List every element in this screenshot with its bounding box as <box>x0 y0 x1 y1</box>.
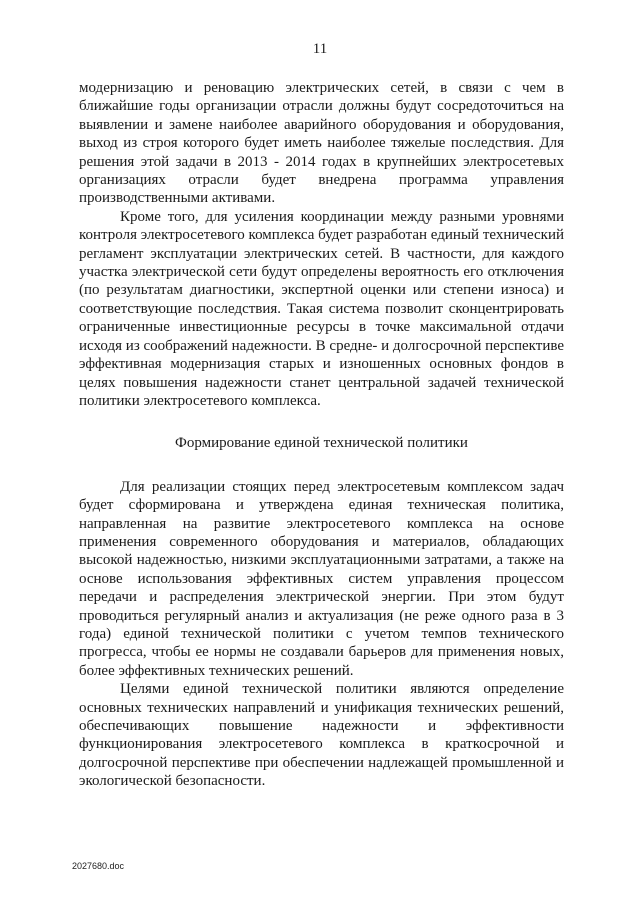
paragraph-policy-goals: Целями единой технической политики являются определение основных технических направлений и унификация технических решений, обеспечивающих повышение надежности и эффективности функционирования электросетевого комплекса в краткосрочной и долгосрочной перспективе при обеспечении надлежащей промышленной и экологической безопасности. <box>79 681 564 790</box>
document-body <box>79 79 564 791</box>
page-number: 11 <box>312 41 328 57</box>
paragraph-continuation: модернизацию и реновацию электрических сетей, в связи с чем в ближайшие годы организации отрасли должны будут сосредоточиться на выявлении и замене наиболее аварийного оборудования и оборудования, выход из строя которого будет иметь наиболее тяжелые последствия. Для решения этой задачи в 2013 - 2014 годах в крупнейших электросетевых организациях отрасли будет внедрена программа управления производственными активами. <box>79 80 564 207</box>
footer-filename: 2027680.doc <box>72 861 125 871</box>
paragraph-coordination: Кроме того, для усиления координации между разными уровнями контроля электросетевого комплекса будет разработан единый технический регламент эксплуатации электрических сетей. В частности, для каждого участка электрической сети будут определены вероятность его отключения (по результатам диагностики, экспертной оценки или степени износа) и соответствующие последствия. Такая система позволит сконцентрировать ограниченные инвестиционные ресурсы в точке максимальной отдачи исходя из соображений надежности. В средне- и долгосрочной перспективе эффективная модернизация старых и изношенных основных фондов в целях повышения надежности станет центральной задачей технической политики электросетевого комплекса. <box>79 208 564 409</box>
paragraph-technical-policy: Для реализации стоящих перед электросетевым комплексом задач будет сформирована и утверждена единая техническая политика, направленная на развитие электросетевого комплекса на основе применения современного оборудования и материалов, обладающих высокой надежностью, низкими эксплуатационными затратами, а также на основе использования эффективных систем управления процессом передачи и распределения электрической энергии. При этом будут проводиться регулярный анализ и актуализация (не реже одного раза в 3 года) единой технической политики с учетом темпов технического прогресса, чтобы ее нормы не создавали барьеров для применения новых, более эффективных технических решений. <box>79 478 564 679</box>
section-heading: Формирование единой технической политики <box>175 435 468 452</box>
